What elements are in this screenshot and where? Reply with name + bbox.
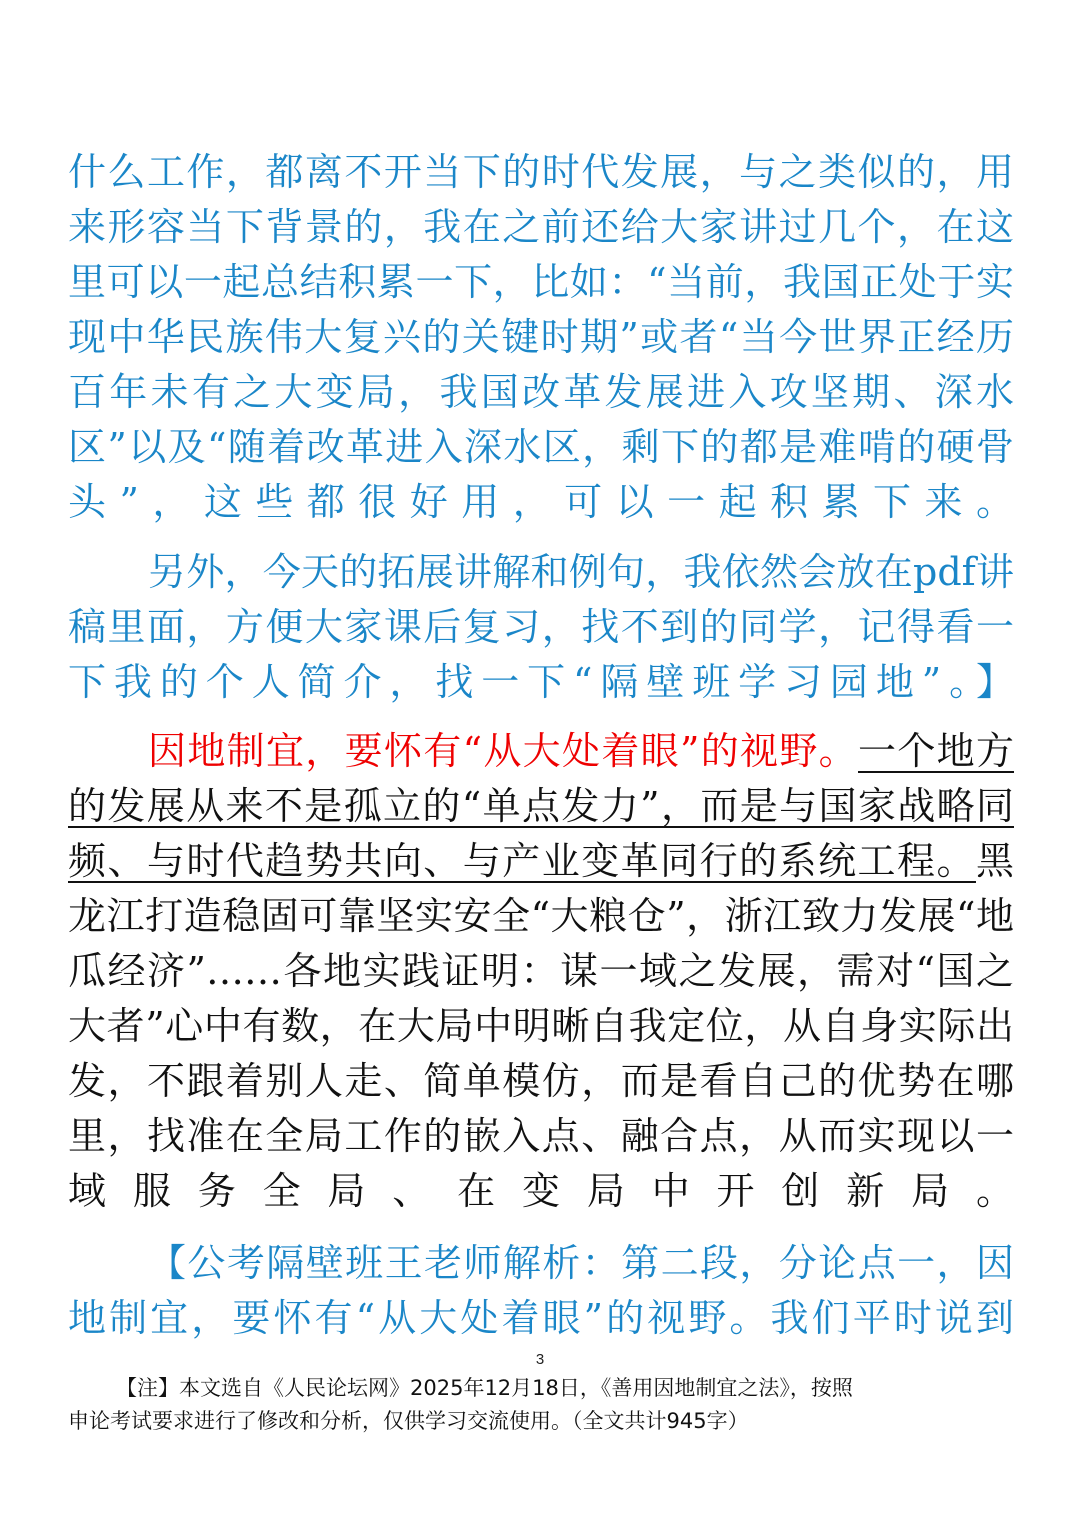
analysis-paragraph-continued: 什么工作，都离不开当下的时代发展，与之类似的，用来形容当下背景的，我在之前还给大家讲过几个，在这里可以一起总结积累一下，比如：“当前，我国正处于实现中华民族伟大复兴的关键时期”或者“当今世界正经历百年未有之大变局，我国改革发展进入攻坚期、深水区”以及“随着改革进入深水区，剩下的都是难啃的硬骨头”，这些都很好用，可以一起积累下来。 xyxy=(68,150,1014,524)
underlined-key-sentence: 一个地方的发展从来不是孤立的“单点发力”，而是与国家战略同频、与时代趋势共向、与产业变革同行的系统工程。 xyxy=(68,729,1014,883)
analysis-paragraph-start: 【公考隔壁班王老师解析：第二段，分论点一，因地制宜，要怀有“从大处着眼”的视野。我们平时说到 xyxy=(68,1241,1014,1340)
document-page xyxy=(68,145,1014,1346)
body-paragraph-rest: 黑龙江打造稳固可靠坚实安全“大粮仓”，浙江致力发展“地瓜经济”……各地实践证明：谋一域之发展，需对“国之大者”心中有数，在大局中明晰自我定位，从自身实际出发，不跟着别人走、简单模仿，而是看自己的优势在哪里，找准在全局工作的嵌入点、融合点，从而实现以一域服务全局、在变局中开创新局。 xyxy=(68,839,1014,1213)
analysis-paragraph-pdf-note: 另外，今天的拓展讲解和例句，我依然会放在pdf讲稿里面，方便大家课后复习，找不到的同学，记得看一下我的个人简介，找一下“隔壁班学习园地”。】 xyxy=(68,550,1014,704)
footnote xyxy=(68,1372,1014,1438)
footnote-line-2: 申论考试要求进行了修改和分析，仅供学习交流使用。（全文共计945字） xyxy=(68,1409,749,1433)
page-number: 3 xyxy=(535,1351,545,1368)
topic-sentence: 因地制宜，要怀有“从大处着眼”的视野。 xyxy=(148,729,859,773)
body-paragraph xyxy=(68,724,1014,1219)
footnote-line-1: 【注】本文选自《人民论坛网》2025年12月18日，《善用因地制宜之法》，按照 xyxy=(116,1376,853,1400)
